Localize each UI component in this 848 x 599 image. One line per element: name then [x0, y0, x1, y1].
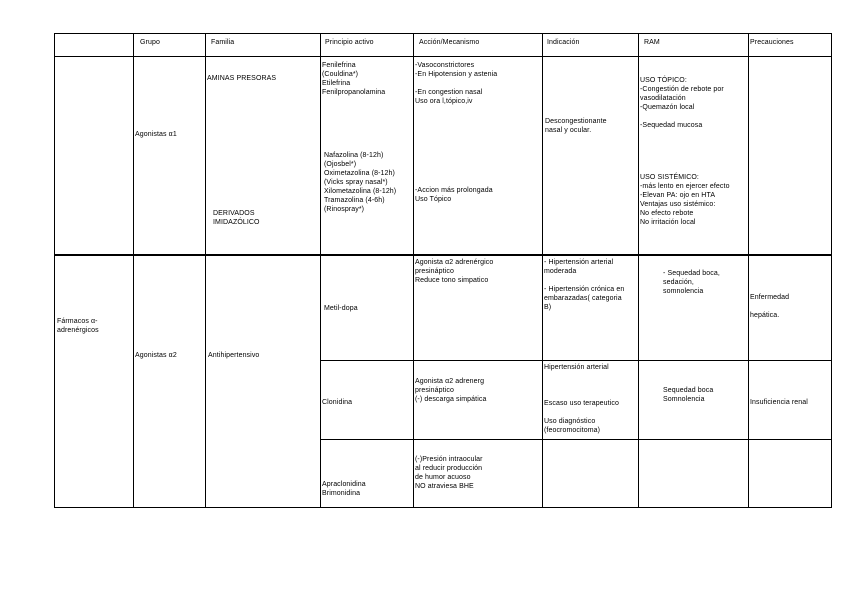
col-border-familia: [205, 33, 206, 507]
header-familia: Familia: [211, 39, 235, 46]
row-divider: [54, 254, 832, 256]
row2-clase: Fármacos α- adrenérgicos: [57, 318, 99, 334]
header-row-border: [54, 56, 832, 57]
col-border-accion: [413, 33, 414, 507]
metildopa-principio: Metil-dopa: [324, 305, 358, 312]
col-border-grupo: [133, 33, 134, 507]
row1-familia-aminas: AMINAS PRESORAS: [207, 75, 277, 82]
metildopa-accion: Agonista α2 adrenérgico presináptico Reduce tono simpatico: [415, 259, 494, 284]
clonidina-indicacion: Hipertensión arterial Escaso uso terapeutico Uso diagnóstico (feocromocitoma): [544, 364, 619, 434]
header-indicacion: Indicación: [547, 39, 580, 46]
col-border-principio: [320, 33, 321, 507]
col-border-precauciones: [748, 33, 749, 507]
col-border-right: [831, 33, 832, 507]
col-border-left: [54, 33, 55, 507]
row1-principio-bottom: Nafazolina (8-12h) (Ojosbel*) Oximetazolina (8-12h) (Vicks spray nasal*) Xilometazolina (8-12h) Tramazolina (4-6h) (Rinospray*): [324, 152, 397, 213]
clonidina-principio: Clonidina: [322, 399, 353, 406]
header-grupo: Grupo: [140, 39, 160, 46]
row1-ram-sistemico: USO SISTÉMICO: -más lento en ejercer efecto -Elevan PA: ojo en HTA Ventajas uso sistémico: No efecto rebote No irritación local: [640, 174, 730, 226]
table-border-bottom: [54, 507, 832, 508]
row1-grupo: Agonistas α1: [135, 131, 177, 138]
subrow-divider-2: [320, 439, 832, 440]
apraclonidina-principio: Apraclonidina Brimonidina: [322, 481, 366, 497]
row1-principio-top: Fenilefrina (Couldina*) Etilefrina Fenilpropanolamina: [322, 62, 386, 96]
row1-ram-topico: USO TÓPICO: -Congestión de rebote por vasodilatación -Quemazón local -Sequedad mucosa: [640, 77, 724, 129]
header-principio-activo: Principio activo: [325, 39, 374, 46]
row2-grupo: Agonistas α2: [135, 352, 177, 359]
clonidina-accion: Agonista α2 adrenerg presináptico (-) descarga simpática: [415, 378, 487, 403]
row2-familia: Antihipertensivo: [208, 352, 260, 359]
metildopa-precauciones: Enfermedad hepática.: [750, 294, 790, 319]
row1-accion-bottom: -Accion más prolongada Uso Tópico: [415, 187, 493, 203]
col-border-ram: [638, 33, 639, 507]
metildopa-indicacion: - Hipertensión arterial moderada - Hipertensión crónica en embarazadas( categoria B): [544, 259, 625, 311]
col-border-indicacion: [542, 33, 543, 507]
metildopa-ram: - Sequedad boca, sedación, somnolencia: [663, 270, 720, 295]
header-precauciones: Precauciones: [750, 39, 794, 46]
row1-accion-top: -Vasoconstrictores -En Hipotension y astenia -En congestion nasal Uso ora l,tópico,iv: [415, 62, 498, 105]
table-border-top: [54, 33, 832, 34]
row1-indicacion: Descongestionante nasal y ocular.: [545, 118, 607, 134]
header-accion-mecanismo: Acción/Mecanismo: [419, 39, 480, 46]
header-ram: RAM: [644, 39, 660, 46]
subrow-divider-1: [320, 360, 832, 361]
apraclonidina-accion: (-)Presión intraocular al reducir producción de humor acuoso NO atraviesa BHE: [415, 456, 483, 490]
clonidina-ram: Sequedad boca Somnolencia: [663, 387, 714, 403]
row1-familia-derivados: DERIVADOS IMIDAZÓLICO: [213, 210, 260, 226]
clonidina-precauciones: Insuficiencia renal: [750, 399, 808, 406]
